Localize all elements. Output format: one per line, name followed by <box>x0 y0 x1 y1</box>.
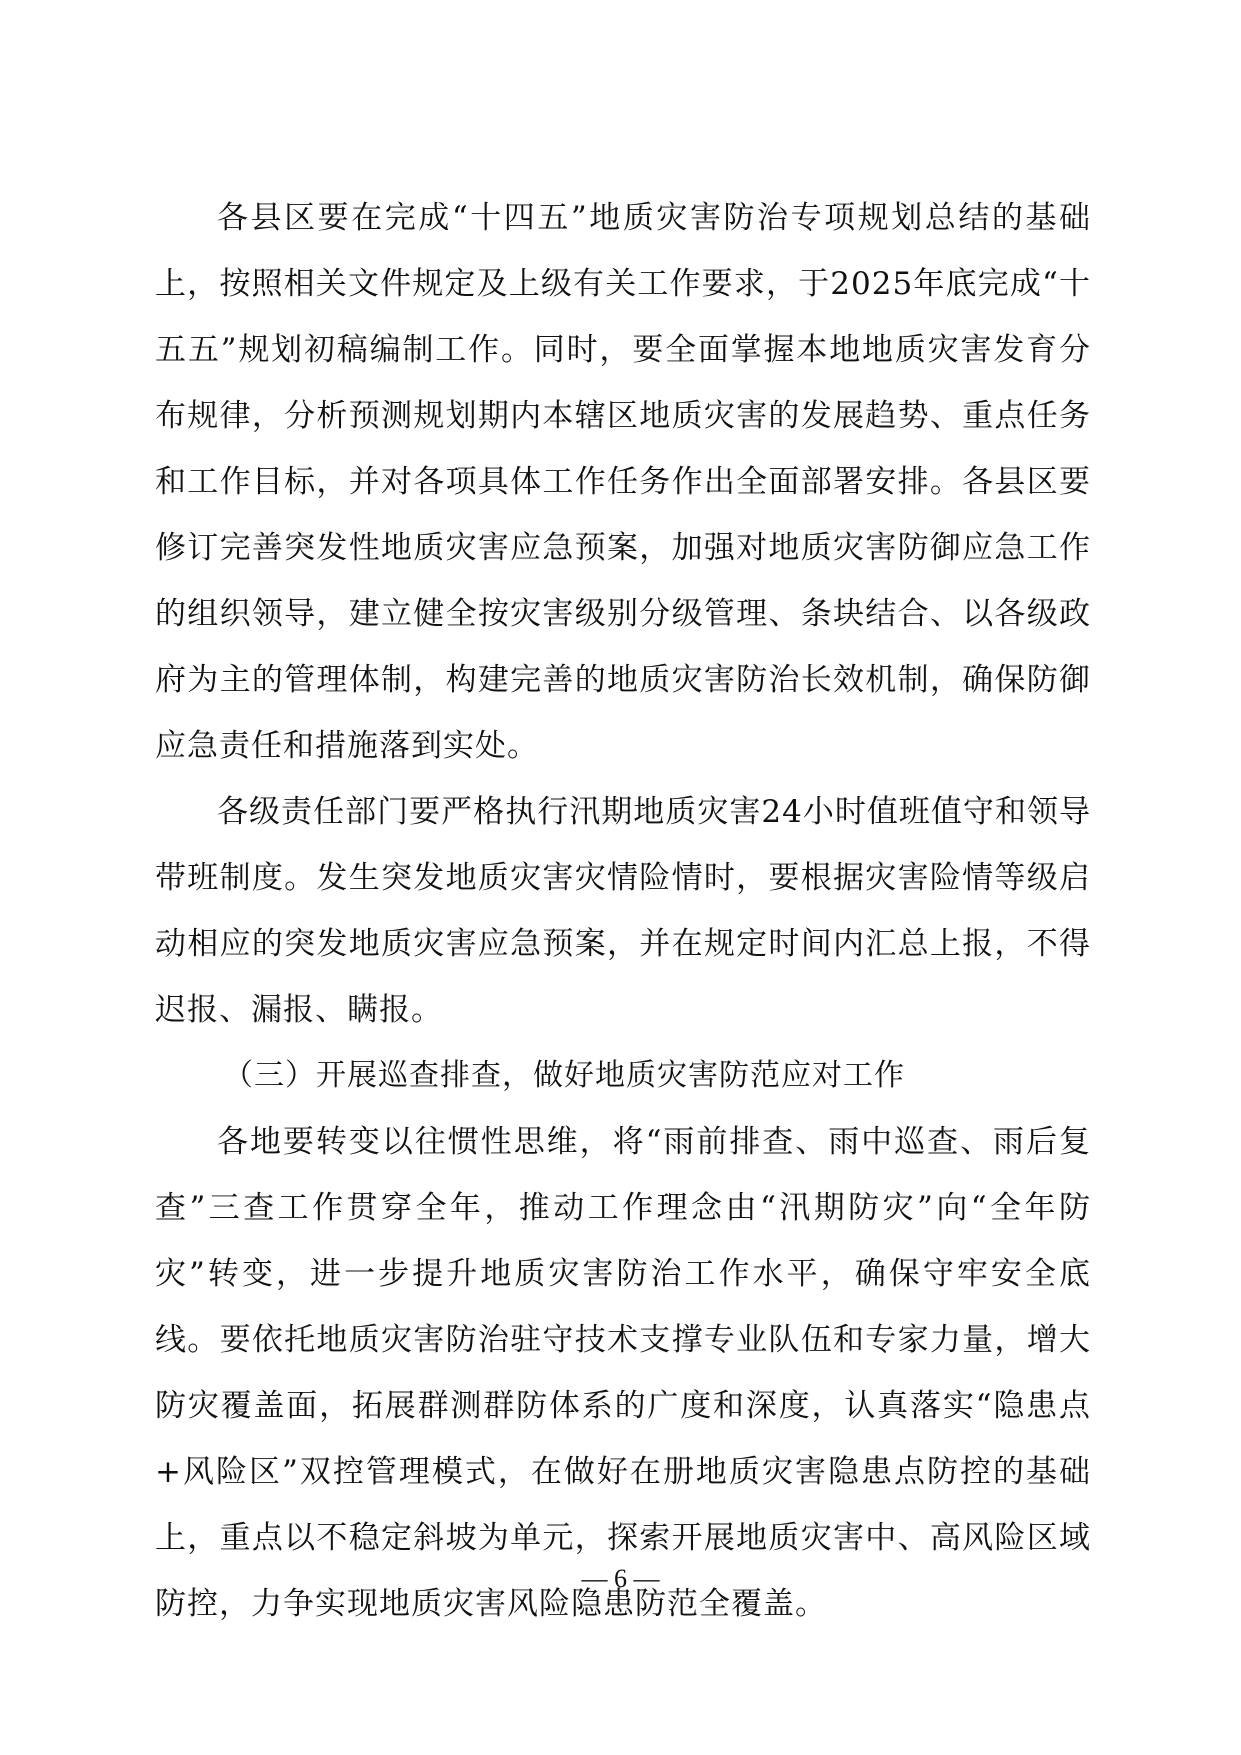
paragraph-planning: 各县区要在完成“十四五”地质灾害防治专项规划总结的基础上，按照相关文件规定及上级有关工作要求，于2025年底完成“十五五”规划初稿编制工作。同时，要全面掌握本地地质灾害发育分布规律，分析预测规划期内本辖区地质灾害的发展趋势、重点任务和工作目标，并对各项具体工作任务作出全面部署安排。各县区要修订完善突发性地质灾害应急预案，加强对地质灾害防御应急工作的组织领导，建立健全按灾害级别分级管理、条块结合、以各级政府为主的管理体制，构建完善的地质灾害防治长效机制，确保防御应急责任和措施落到实处。 <box>155 200 1091 764</box>
section-heading: （三）开展巡查排查，做好地质灾害防范应对工作 <box>223 1058 905 1093</box>
paragraph-inspection: 各地要转变以往惯性思维，将“雨前排查、雨中巡查、雨后复查”三查工作贯穿全年，推动工作理念由“汛期防灾”向“全年防灾”转变，进一步提升地质灾害防治工作水平，确保守牢安全底线。要依托地质灾害防治驻守技术支撑专业队伍和专家力量，增大防灾覆盖面，拓展群测群防体系的广度和深度，认真落实“隐患点+风险区”双控管理模式，在做好在册地质灾害隐患点防控的基础上，重点以不稳定斜坡为单元，探索开展地质灾害中、高风险区域防控，力争实现地质灾害风险隐患防范全覆盖。 <box>155 1124 1091 1622</box>
paragraph-duty-system: 各级责任部门要严格执行汛期地质灾害24小时值班值守和领导带班制度。发生突发地质灾害灾情险情时，要根据灾害险情等级启动相应的突发地质灾害应急预案，并在规定时间内汇总上报，不得迟报、漏报、瞒报。 <box>155 794 1091 1028</box>
page-number: — 6 — <box>581 1564 660 1593</box>
document-body <box>155 185 1091 1637</box>
